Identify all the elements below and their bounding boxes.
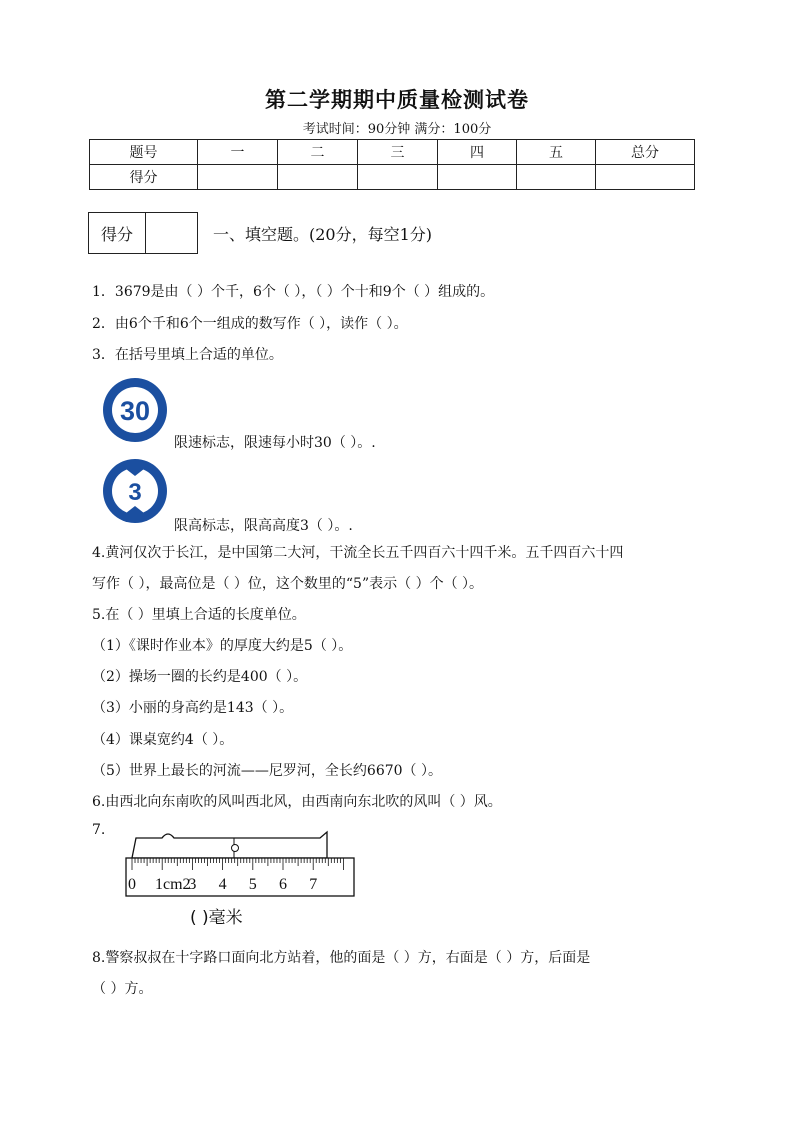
score-table-header-row (90, 140, 695, 165)
question-7-number: 7. (92, 822, 106, 838)
section-score-entry[interactable] (146, 213, 197, 253)
question-5: 5.在（ ）里填上合适的长度单位。 (92, 607, 306, 623)
score-table-cell: 一 (198, 140, 278, 165)
speed-limit-sign-icon (100, 377, 170, 443)
question-5-2: （2）操场一圈的长约是400（ ）。 (92, 669, 308, 685)
question-8-line-2: （ ）方。 (92, 981, 153, 997)
score-table-cell: 四 (438, 140, 517, 165)
height-limit-value: 3 (128, 479, 142, 506)
knife-icon (132, 832, 327, 858)
page-title: 第二学期期中质量检测试卷 (265, 87, 529, 112)
question-5-4: （4）课桌宽约4（ ）。 (92, 732, 234, 748)
question-4-line-1: 4.黄河仅次于长江，是中国第二大河，干流全长五千四百六十四千米。五千四百六十四 (92, 545, 624, 561)
score-entry-cell[interactable] (198, 165, 278, 190)
ruler-label: 4 (218, 876, 227, 893)
score-table-cell: 二 (278, 140, 358, 165)
knife-rivet-icon (232, 845, 239, 852)
score-table (89, 139, 695, 190)
question-5-3: （3）小丽的身高约是143（ ）。 (92, 700, 294, 716)
ruler-label: 3 (188, 876, 197, 893)
score-table-cell: 三 (358, 140, 438, 165)
height-limit-caption: 限高标志，限高高度3（ ）。. (174, 518, 353, 534)
section-score-label: 得分 (89, 213, 146, 253)
question-5-5: （5）世界上最长的河流——尼罗河，全长约6670（ ）。 (92, 763, 442, 779)
score-table-cell: 题号 (90, 140, 198, 165)
ruler-label: 6 (279, 876, 287, 893)
knife-ruler-figure (122, 828, 362, 898)
question-4-line-2: 写作（ ），最高位是（ ）位，这个数里的“5”表示（ ）个（ ）。 (92, 576, 484, 592)
score-entry-cell[interactable] (278, 165, 358, 190)
score-table-cell: 得分 (90, 165, 198, 190)
section-heading: 一、填空题。(20分，每空1分) (213, 225, 433, 244)
score-table-cell: 总分 (596, 140, 695, 165)
ruler-label: 0 (128, 876, 136, 893)
question-3: 3．在括号里填上合适的单位。 (92, 347, 283, 363)
speed-limit-caption: 限速标志，限速每小时30（ ）。. (174, 435, 376, 451)
score-entry-cell[interactable] (438, 165, 517, 190)
question-8-line-1: 8.警察叔叔在十字路口面向北方站着，他的面是（ ）方，右面是（ ）方，后面是 (92, 950, 591, 966)
question-1: 1．3679是由（ ）个千，6个（ ），（ ）个十和9个（ ）组成的。 (92, 284, 495, 300)
question-5-1: （1）《课时作业本》的厚度大约是5（ ）。 (92, 638, 353, 654)
score-table-score-row (90, 165, 695, 190)
height-limit-sign-icon (100, 458, 170, 524)
score-entry-cell[interactable] (596, 165, 695, 190)
section-score-box (88, 212, 198, 254)
ruler-label: 5 (248, 876, 257, 893)
score-table-cell: 五 (517, 140, 596, 165)
question-6: 6.由西北向东南吹的风叫西北风，由西南向东北吹的风叫（ ）风。 (92, 794, 502, 810)
ruler-label: 7 (309, 876, 318, 893)
exam-info: 考试时间：90分钟 满分：100分 (302, 122, 492, 137)
question-7-answer: ( )毫米 (190, 908, 243, 928)
question-2: 2．由6个千和6个一组成的数写作（ ），读作（ ）。 (92, 316, 408, 332)
ruler-label: 1cm2 (154, 876, 191, 893)
score-entry-cell[interactable] (517, 165, 596, 190)
score-entry-cell[interactable] (358, 165, 438, 190)
speed-limit-value: 30 (119, 396, 151, 426)
